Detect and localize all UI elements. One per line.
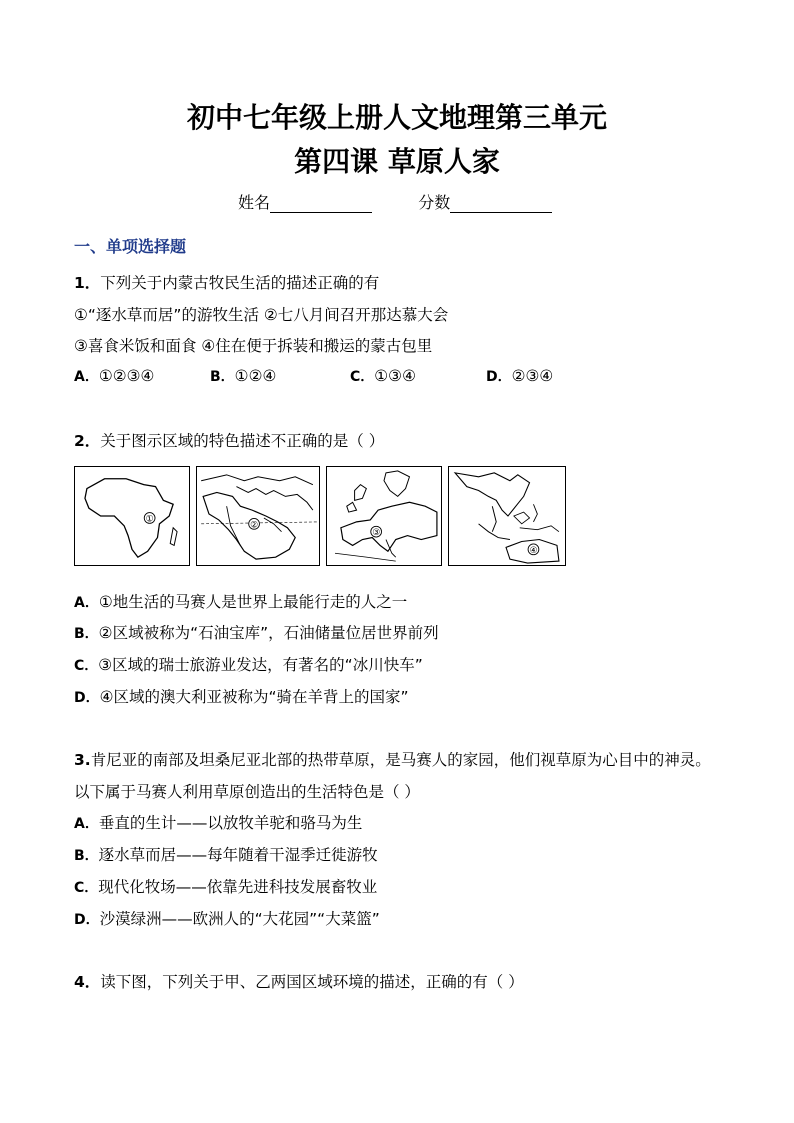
q2-option-d[interactable]: D．④区域的澳大利亚被称为“骑在羊背上的国家” — [74, 688, 409, 706]
q1-stem-text: 下列关于内蒙古牧民生活的描述正确的有 — [100, 274, 380, 292]
map-label-3: ③ — [372, 528, 381, 539]
map-label-1: ① — [145, 514, 154, 525]
q4-number: 4． — [74, 973, 101, 991]
q1-option-c[interactable]: C．①③④ — [350, 367, 416, 385]
q1-statement-a: ①“逐水草而居”的游牧生活 ②七八月间召开那达慕大会 — [74, 306, 449, 324]
q2-option-b[interactable]: B．②区域被称为“石油宝库”，石油储量位居世界前列 — [74, 624, 439, 642]
q2-stem — [74, 429, 384, 451]
section-title: 一、单项选择题 — [74, 237, 187, 256]
q1-stem — [74, 271, 379, 293]
q2-stem-text: 关于图示区域的特色描述不正确的是（ ） — [100, 432, 385, 450]
q1-option-b[interactable]: B．①②④ — [210, 367, 277, 385]
map-southeast-asia — [448, 466, 566, 566]
europe-map-figure — [327, 467, 441, 565]
q3-option-b[interactable]: B．逐水草而居——每年随着干湿季迁徙游牧 — [74, 846, 378, 864]
middle-east-map-figure — [197, 467, 319, 565]
region-maps — [74, 466, 566, 568]
map-europe — [326, 466, 442, 566]
q2-option-c[interactable]: C．③区域的瑞士旅游业发达，有著名的“冰川快车” — [74, 656, 423, 674]
q3-option-d[interactable]: D．沙漠绿洲——欧洲人的“大花园”“大菜篮” — [74, 910, 380, 928]
score-field[interactable] — [450, 194, 552, 213]
q3-number: 3. — [74, 751, 91, 769]
map-label-4: ④ — [529, 545, 538, 556]
score-label: 分数 — [418, 193, 451, 212]
q2-number: 2． — [74, 432, 101, 450]
africa-map-figure — [75, 467, 189, 565]
q3-stem-line1: 3.肯尼亚的南部及坦桑尼亚北部的热带草原，是马赛人的家园，他们视草原为心目中的神灵。 — [74, 751, 711, 769]
name-score-row — [238, 190, 552, 213]
name-field[interactable] — [270, 194, 372, 213]
q3-option-c[interactable]: C．现代化牧场——依靠先进科技发展畜牧业 — [74, 878, 378, 896]
q1-option-a[interactable]: A．①②③④ — [74, 367, 155, 385]
page-title: 初中七年级上册人文地理第三单元 — [186, 101, 607, 134]
q4-stem: 4．读下图，下列关于甲、乙两国区域环境的描述，正确的有（ ） — [74, 973, 524, 991]
q1-number: 1． — [74, 274, 101, 292]
page-subtitle: 第四课 草原人家 — [294, 145, 500, 178]
q1-statement-b: ③喜食米饭和面食 ④住在便于拆装和搬运的蒙古包里 — [74, 337, 433, 355]
q2-option-a[interactable]: A．①地生活的马赛人是世界上最能行走的人之一 — [74, 593, 408, 611]
q1-option-d[interactable]: D．②③④ — [486, 367, 554, 385]
map-label-2: ② — [250, 520, 259, 531]
q3-stem-line2: 以下属于马赛人利用草原创造出的生活特色是（ ） — [74, 783, 420, 801]
q3-option-a[interactable]: A．垂直的生计——以放牧羊驼和骆马为生 — [74, 814, 363, 832]
map-middle-east — [196, 466, 320, 566]
map-africa — [74, 466, 190, 566]
name-label: 姓名 — [238, 193, 271, 212]
southeast-asia-map-figure — [449, 467, 565, 565]
